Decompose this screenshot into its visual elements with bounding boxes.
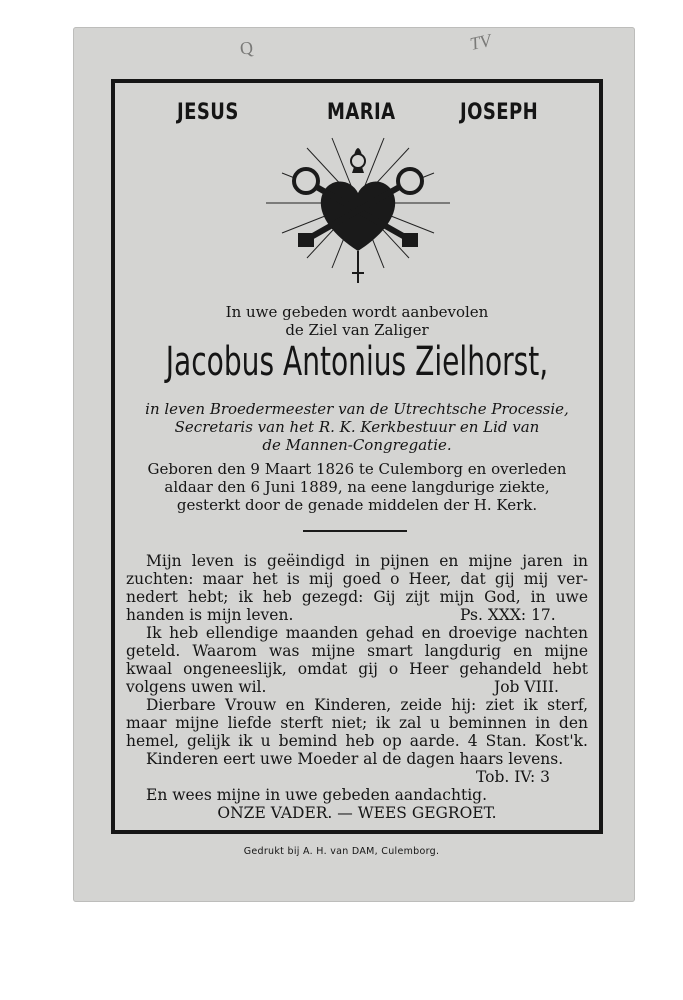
verse-line: kwaal ongeneeslijk, omdat gij o Heer gehandeld hebt (126, 660, 588, 678)
sacred-heart-crossed-keys-icon (262, 133, 454, 291)
pencil-mark-left: Q (238, 37, 254, 59)
verse-line: geteld. Waarom was mijne smart langdurig en mijne (126, 642, 588, 660)
verse-citation: Tob. IV: 3 (476, 768, 551, 786)
deceased-name: Jacobus Antonius Zielhorst, (165, 339, 549, 385)
bio-line-1: Geboren den 9 Maart 1826 te Culemborg en overleden (147, 460, 567, 478)
verse-line: Kinderen eert uwe Moeder al de dagen haars levens. (146, 750, 564, 768)
pencil-mark-right: TV (468, 30, 493, 54)
role-line-1: in leven Broedermeester van de Utrechtsche Processie, (145, 400, 569, 418)
heading-jesus: JESUS (177, 100, 239, 125)
verse-line: maar mijne liefde sterft niet; ik zal u beminnen in den (126, 714, 588, 732)
heading-maria: MARIA (327, 100, 396, 125)
verse-citation: Ps. XXX: 17. (460, 606, 556, 624)
verse-citation: Job VIII. (494, 678, 559, 696)
bio-line-2: aldaar den 6 Juni 1889, na eene langdurige ziekte, (164, 478, 550, 496)
verse-line: Dierbare Vrouw en Kinderen, zeide hij: ziet ik sterf, (146, 696, 588, 714)
verse-line: Mijn leven is geëindigd in pijnen en mijne jaren in (146, 552, 588, 570)
intro-line-1: In uwe gebeden wordt aanbevolen (225, 303, 489, 321)
verse-line: zuchten: maar het is mij goed o Heer, dat gij mij ver- (126, 570, 588, 588)
role-line-3: de Mannen-Congregatie. (262, 436, 452, 454)
role-line-2: Secretaris van het R. K. Kerkbestuur en Lid van (174, 418, 540, 436)
verse-line: nedert hebt; ik heb gezegd: Gij zijt mijn God, in uwe (126, 588, 588, 606)
verse-line: hemel, gelijk ik u bemind heb op aarde. 4 Stan. Kost'k. (126, 732, 588, 750)
verse-line: volgens uwen wil. (126, 678, 267, 696)
divider (303, 530, 407, 532)
intro-line-2: de Ziel van Zaliger (285, 321, 429, 339)
printer-credit: Gedrukt bij A. H. van DAM, Culemborg. (243, 846, 440, 857)
heading-joseph: JOSEPH (460, 100, 539, 125)
bio-line-3: gesterkt door de genade middelen der H. Kerk. (176, 496, 538, 514)
closing-prayers: ONZE VADER. — WEES GEGROET. (217, 804, 497, 822)
verse-line: En wees mijne in uwe gebeden aandachtig. (146, 786, 487, 804)
verse-line: handen is mijn leven. (126, 606, 294, 624)
verse-line: Ik heb ellendige maanden gehad en droevige nachten (146, 624, 588, 642)
